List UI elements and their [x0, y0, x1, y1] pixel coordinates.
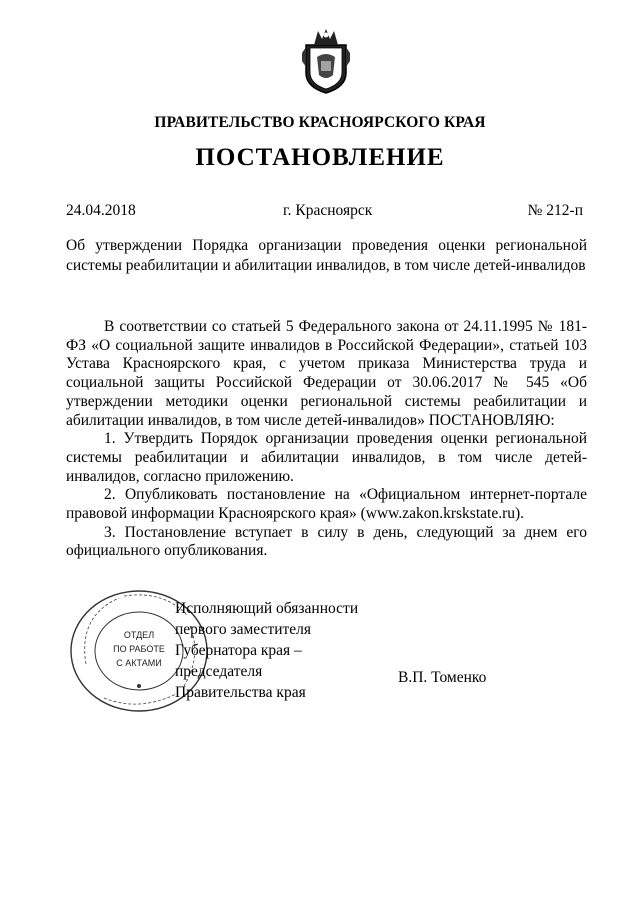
clause-1-paragraph: 1. Утвердить Порядок организации проведения оценки региональной системы реабилитации и абилитации инвалидов, в том числе детей-инвалидов, согласно приложению.: [66, 430, 587, 485]
signatory-title-line: Исполняющий обязанности: [175, 600, 359, 617]
organization-heading: ПРАВИТЕЛЬСТВО КРАСНОЯРСКОГО КРАЯ: [154, 114, 486, 131]
signatory-title-line: первого заместителя: [175, 621, 312, 638]
stamp-line-2: ПО РАБОТЕ: [113, 644, 165, 654]
clause-2-paragraph: 2. Опубликовать постановление на «Официальном интернет-портале правовой информации Красноярского края» (www.zakon.krskstate.ru).: [66, 486, 587, 523]
signatory-title-line: Губернатора края –: [175, 642, 302, 659]
document-number: № 212-п: [527, 202, 583, 219]
signatory-title-line: Правительства края: [175, 684, 306, 701]
document-subject: Об утверждении Порядка организации проведения оценки региональной системы реабилитации и абилитации инвалидов, в том числе детей-инвалидов: [66, 237, 587, 274]
document-city: г. Красноярск: [283, 202, 373, 219]
preamble-paragraph: В соответствии со статьей 5 Федерального закона от 24.11.1995 № 181-ФЗ «О социальной защите инвалидов в Российской Федерации», статьей 103 Устава Красноярского края, с учетом приказа Министерства труда и социальной защиты Российской Федерации от 30.06.2017 № 545 «Об утверждении методики оценки региональной системы реабилитации и абилитации инвалидов, в том числе детей-инвалидов» ПОСТАНОВЛЯЮ:: [66, 318, 587, 429]
signatory-title-line: председателя: [175, 663, 263, 680]
document-type-title: ПОСТАНОВЛЕНИЕ: [195, 144, 445, 171]
signatory-title: [175, 598, 385, 703]
document-body: [66, 318, 587, 561]
stamp-line-3: С АКТАМИ: [116, 658, 162, 668]
clause-3-paragraph: 3. Постановление вступает в силу в день, следующий за днем его официального опубликования.: [66, 523, 587, 560]
coat-of-arms-emblem: [300, 27, 352, 95]
signatory-name: В.П. Томенко: [398, 669, 487, 686]
document-date: 24.04.2018: [66, 202, 136, 219]
stamp-line-1: ОТДЕЛ: [123, 630, 155, 640]
